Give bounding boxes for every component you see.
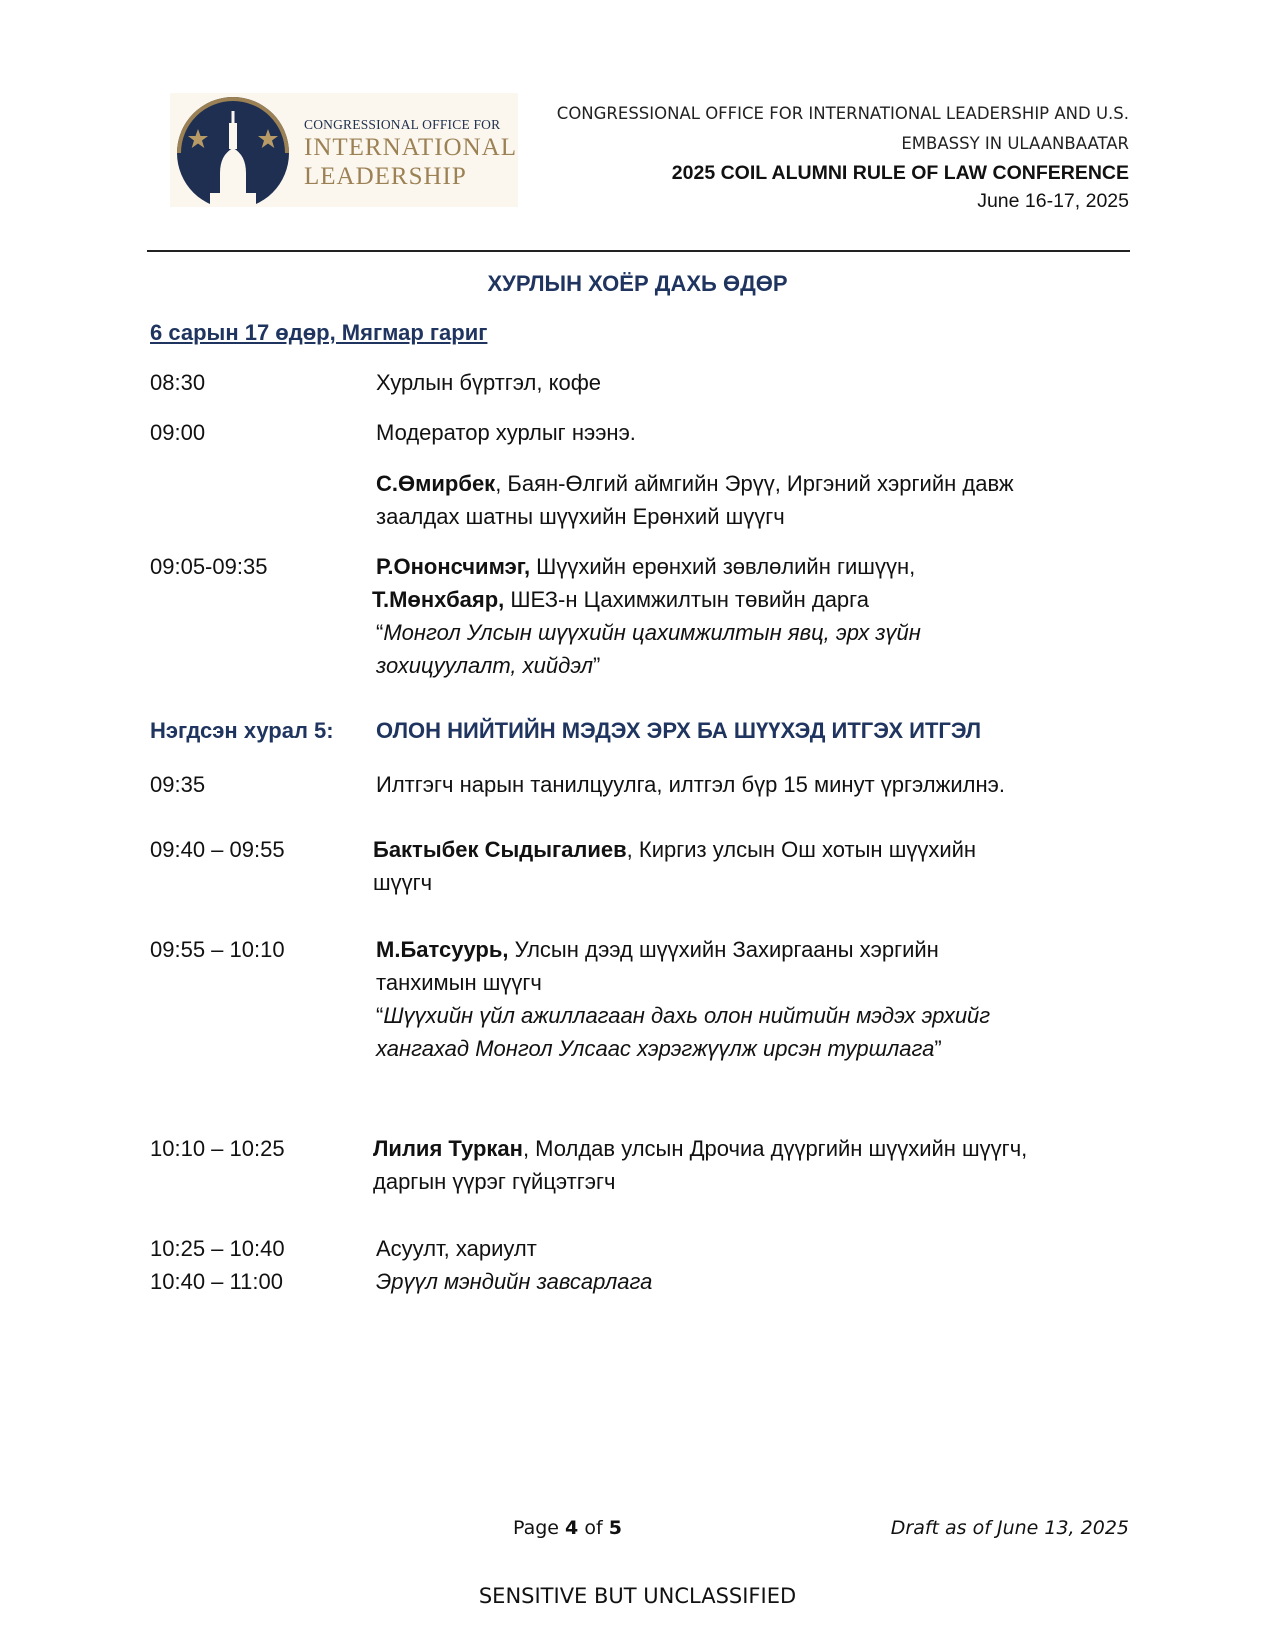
page-current: 4 bbox=[565, 1517, 579, 1539]
header-org-line2: EMBASSY IN ULAANBAATAR bbox=[901, 134, 1129, 153]
agenda-text: Модератор хурлыг нээнэ. bbox=[376, 420, 636, 445]
agenda-time: 10:10 – 10:25 bbox=[150, 1136, 285, 1161]
quote-mark: “ bbox=[376, 620, 384, 645]
date-line: 6 сарын 17 өдөр, Мягмар гариг bbox=[150, 320, 488, 345]
session-title: ОЛОН НИЙТИЙН МЭДЭХ ЭРХ БА ШҮҮХЭД ИТГЭХ ИТГЭЛ bbox=[376, 718, 982, 743]
quote-mark: ” bbox=[593, 653, 601, 678]
speaker-role: ШЕЗ-н Цахимжилтын төвийн дарга bbox=[504, 587, 869, 612]
logo-text-leadership: LEADERSHIP bbox=[304, 163, 467, 190]
agenda-text: Хурлын бүртгэл, кофе bbox=[376, 370, 602, 395]
talk-title: зохицуулалт, хийдэл bbox=[376, 653, 594, 678]
talk-title: хангахад Монгол Улсаас хэрэгжүүлж ирсэн туршлага bbox=[376, 1036, 935, 1061]
agenda-speaker-line bbox=[373, 1132, 1027, 1165]
day-title: ХУРЛЫН ХОЁР ДАХЬ ӨДӨР bbox=[487, 271, 788, 296]
speaker-role: , Молдав улсын Дрочиа дүүргийн шүүхийн шүүгч, bbox=[522, 1136, 1028, 1161]
speaker-role-continued: танхимын шүүгч bbox=[376, 970, 542, 995]
speaker-name: С.Өмирбек bbox=[376, 471, 496, 496]
speaker-name: Бактыбек Сыдыгалиев bbox=[373, 837, 627, 862]
speaker-name: Лилия Туркан bbox=[373, 1136, 523, 1161]
logo-text-international: INTERNATIONAL bbox=[304, 134, 517, 161]
header-dates: June 16-17, 2025 bbox=[977, 190, 1129, 212]
speaker-role: , Баян-Өлгий аймгийн Эрүү, Иргэний хэргийн давж bbox=[495, 471, 1014, 496]
coil-logo bbox=[170, 93, 518, 207]
agenda-text: Асуулт, хариулт bbox=[376, 1236, 537, 1261]
agenda-time: 09:55 – 10:10 bbox=[150, 937, 285, 962]
speaker-role-continued: шүүгч bbox=[373, 870, 433, 895]
page-total: 5 bbox=[608, 1517, 622, 1539]
quote-mark: ” bbox=[934, 1036, 942, 1061]
agenda-time: 08:30 bbox=[150, 370, 206, 395]
agenda-time: 10:25 – 10:40 bbox=[150, 1236, 285, 1261]
agenda-speaker-line bbox=[372, 583, 869, 616]
header-divider bbox=[147, 250, 1130, 252]
agenda-speaker-line bbox=[376, 467, 1014, 500]
speaker-name: М.Батсуурь, bbox=[376, 937, 509, 962]
agenda-time: 09:35 bbox=[150, 772, 206, 797]
talk-title-line bbox=[376, 616, 921, 649]
quote-mark: “ bbox=[376, 1003, 384, 1028]
talk-title-line bbox=[376, 999, 990, 1032]
speaker-role: Улсын дээд шүүхийн Захиргааны хэргийн bbox=[508, 937, 939, 962]
speaker-role-continued: даргын үүрэг гүйцэтгэгч bbox=[373, 1169, 616, 1194]
capitol-dome-icon bbox=[170, 93, 300, 207]
speaker-name: Р.Ононсчимэг, bbox=[376, 554, 531, 579]
speaker-name: Т.Мөнхбаяр, bbox=[372, 587, 505, 612]
speaker-role: , Киргиз улсын Ош хотын шүүхийн bbox=[626, 837, 977, 862]
agenda-speaker-line bbox=[373, 833, 976, 866]
classification-marking: SENSITIVE BUT UNCLASSIFIED bbox=[478, 1584, 797, 1608]
header-org-line1: CONGRESSIONAL OFFICE FOR INTERNATIONAL LEADERSHIP AND U.S. bbox=[556, 104, 1129, 123]
header-conference-title: 2025 COIL ALUMNI RULE OF LAW CONFERENCE bbox=[671, 162, 1129, 184]
agenda-text: Эрүүл мэндийн завсарлага bbox=[376, 1269, 653, 1294]
session-label: Нэгдсэн хурал 5: bbox=[150, 718, 334, 743]
page-prefix: Page bbox=[513, 1517, 566, 1539]
agenda-time: 09:00 bbox=[150, 420, 206, 445]
talk-title: Монгол Улсын шүүхийн цахимжилтын явц, эрх зүйн bbox=[383, 620, 921, 645]
agenda-text: Илтгэгч нарын танилцуулга, илтгэл бүр 15 минут үргэлжилнэ. bbox=[376, 772, 1005, 797]
speaker-role-continued: заалдах шатны шүүхийн Ерөнхий шүүгч bbox=[376, 504, 785, 529]
page-of: of bbox=[578, 1517, 609, 1539]
agenda-time: 09:40 – 09:55 bbox=[150, 837, 285, 862]
page-number bbox=[513, 1517, 622, 1539]
talk-title: Шүүхийн үйл ажиллагаан дахь олон нийтийн мэдэх эрхийг bbox=[383, 1003, 991, 1028]
speaker-role: Шүүхийн ерөнхий зөвлөлийн гишүүн, bbox=[530, 554, 916, 579]
talk-title-line bbox=[376, 649, 600, 682]
agenda-speaker-line bbox=[376, 550, 915, 583]
logo-text-small: CONGRESSIONAL OFFICE FOR bbox=[304, 117, 501, 132]
draft-date: Draft as of June 13, 2025 bbox=[890, 1517, 1129, 1539]
talk-title-line bbox=[376, 1032, 942, 1065]
agenda-time: 09:05-09:35 bbox=[150, 554, 268, 579]
agenda-time: 10:40 – 11:00 bbox=[150, 1269, 283, 1294]
agenda-speaker-line bbox=[376, 933, 939, 966]
